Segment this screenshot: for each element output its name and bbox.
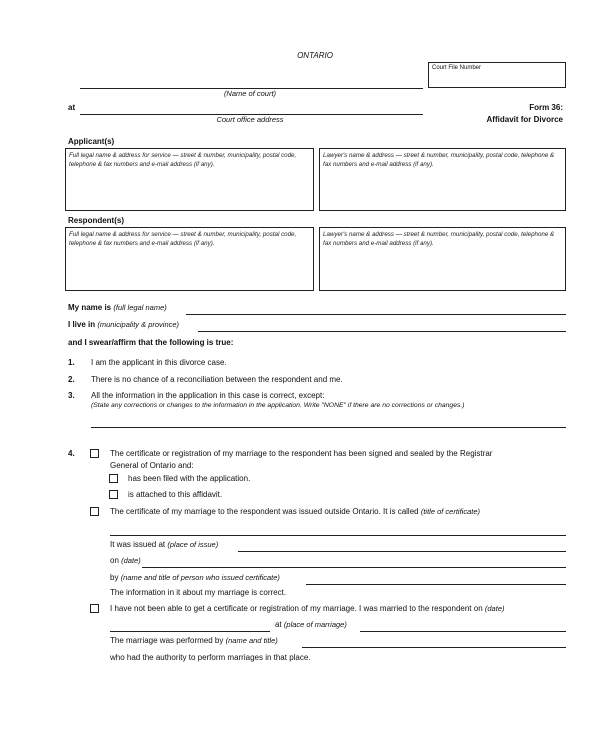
- authority-text: who had the authority to perform marriages in that place.: [110, 653, 311, 662]
- issued-at-label: It was issued at: [110, 540, 166, 549]
- statement-2-text: There is no chance of a reconciliation between the respondent and me.: [91, 375, 343, 384]
- statement-2-number: 2.: [68, 375, 75, 384]
- respondent-lawyer-hint: Lawyer's name & address — street & number, municipality, postal code, telephone & fax numbers and e-mail address (if any).: [323, 231, 555, 247]
- applicant-lawyer-box[interactable]: [319, 148, 566, 211]
- issue-date-line[interactable]: [142, 567, 566, 568]
- court-office-hint: Court office address: [216, 115, 284, 124]
- form-number: Form 36:: [529, 103, 563, 112]
- performed-by-label: The marriage was performed by: [110, 636, 224, 645]
- respondent-address-hint: Full legal name & address for service — street & number, municipality, postal code, telephone & fax numbers and e-mail address (if any).: [69, 231, 297, 247]
- court-file-number-label: Court File Number: [432, 65, 482, 71]
- at-row: [275, 620, 347, 629]
- name-hint: (full legal name): [113, 303, 167, 312]
- option-b-hint: (title of certificate): [420, 507, 481, 516]
- statement-4-number: 4.: [68, 449, 75, 458]
- issuer-line[interactable]: [306, 584, 566, 585]
- option-c-row: [110, 604, 504, 613]
- corrections-line[interactable]: [91, 427, 566, 428]
- option-a-sub1: has been filed with the application.: [128, 474, 251, 483]
- option-a-line1: The certificate or registration of my marriage to the respondent has been signed and sealed by the Registrar: [110, 449, 493, 458]
- performed-by-row: [110, 636, 278, 645]
- court-name-hint: (Name of court): [223, 89, 277, 98]
- registrar-certificate-checkbox[interactable]: [90, 449, 99, 458]
- option-b-text: The certificate of my marriage to the respondent was issued outside Ontario. It is called: [110, 507, 419, 516]
- option-a-sub2: is attached to this affidavit.: [128, 490, 223, 499]
- name-line-row: [68, 303, 167, 312]
- by-row: [110, 573, 280, 582]
- by-label: by: [110, 573, 119, 582]
- on-label: on: [110, 556, 119, 565]
- performed-by-hint: (name and title): [225, 636, 278, 645]
- name-label: My name is: [68, 303, 112, 312]
- option-c-text: I have not been able to get a certificate or registration of my marriage. I was married to the respondent on: [110, 604, 483, 613]
- officiant-line[interactable]: [302, 647, 566, 648]
- swear-text: and I swear/affirm that the following is true:: [68, 338, 234, 347]
- applicants-heading: Applicant(s): [68, 137, 115, 146]
- statement-3-text: All the information in the application in this case is correct, except:: [91, 391, 325, 400]
- live-line-row: [68, 320, 179, 329]
- respondent-address-box[interactable]: [65, 227, 314, 291]
- live-line[interactable]: [198, 331, 566, 332]
- issued-at-row: [110, 540, 218, 549]
- certificate-title-line[interactable]: [110, 535, 566, 536]
- option-a-line2: General of Ontario and:: [110, 461, 194, 470]
- statement-1-number: 1.: [68, 358, 75, 367]
- place-of-marriage-line[interactable]: [360, 631, 566, 632]
- on-hint: (date): [121, 556, 141, 565]
- statement-1-text: I am the applicant in this divorce case.: [91, 358, 227, 367]
- option-b-row: [110, 507, 480, 516]
- live-label: I live in: [68, 320, 96, 329]
- respondent-lawyer-box[interactable]: [319, 227, 566, 291]
- court-file-number-field[interactable]: [428, 62, 566, 88]
- name-line[interactable]: [186, 314, 566, 315]
- statement-3-hint: (State any corrections or changes to the information in the application. Write "NONE" if there are no corrections or changes.): [91, 402, 465, 409]
- place-of-issue-line[interactable]: [238, 551, 566, 552]
- marriage-date-line[interactable]: [110, 631, 270, 632]
- marriage-at-label: at: [275, 620, 282, 629]
- statement-3-number: 3.: [68, 391, 75, 400]
- applicant-lawyer-hint: Lawyer's name & address — street & number, municipality, postal code, telephone & fax numbers and e-mail address (if any).: [323, 152, 555, 168]
- no-certificate-checkbox[interactable]: [90, 604, 99, 613]
- by-hint: (name and title of person who issued certificate): [120, 573, 280, 582]
- form-title: Affidavit for Divorce: [486, 115, 563, 124]
- live-hint: (municipality & province): [97, 320, 180, 329]
- outside-ontario-checkbox[interactable]: [90, 507, 99, 516]
- place-of-marriage-hint: (place of marriage): [283, 620, 347, 629]
- province-title: ONTARIO: [297, 51, 333, 60]
- attached-affidavit-checkbox[interactable]: [109, 490, 118, 499]
- option-c-hint: (date): [484, 604, 505, 613]
- on-row: [110, 556, 141, 565]
- respondents-heading: Respondent(s): [68, 216, 124, 225]
- at-label: at: [68, 103, 76, 112]
- applicant-address-box[interactable]: [65, 148, 314, 211]
- filed-with-application-checkbox[interactable]: [109, 474, 118, 483]
- info-correct-text: The information in it about my marriage is correct.: [110, 588, 287, 597]
- issued-at-hint: (place of issue): [167, 540, 219, 549]
- applicant-address-hint: Full legal name & address for service — street & number, municipality, postal code, telephone & fax numbers and e-mail address (if any).: [69, 152, 297, 168]
